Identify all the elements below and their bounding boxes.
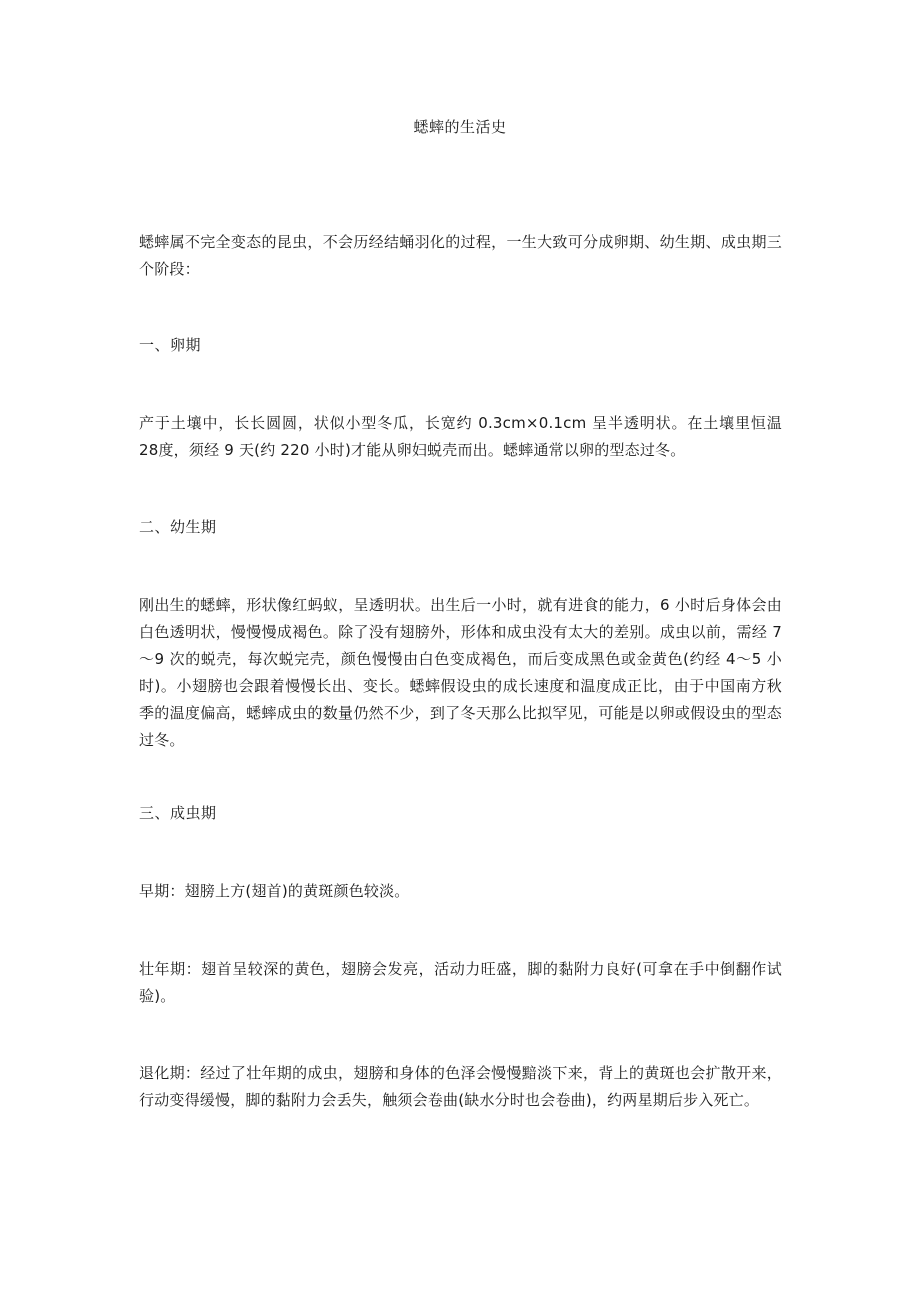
nymph-stage-paragraph: 刚出生的蟋蟀，形状像红蚂蚁，呈透明状。出生后一小时，就有进食的能力，6 小时后身体会由白色透明状，慢慢慢成褐色。除了没有翅膀外，形体和成虫没有太大的差别。成虫以前，需经 7～9 次的蜕壳，每次蜕完壳，颜色慢慢由白色变成褐色，而后变成黑色或金黄色(约经 4～5 小时)。小翅膀也会跟着慢慢长出、变长。蟋蟀假设虫的成长速度和温度成正比，由于中国南方秋季的温度偏高，蟋蟀成虫的数量仍然不少，到了冬天那么比拟罕见，可能是以卵或假设虫的型态过冬。 xyxy=(139,596,782,749)
section-heading-adult-stage: 三、成虫期 xyxy=(139,804,217,822)
section-heading-egg-stage: 一、卵期 xyxy=(139,336,202,354)
adult-decline-paragraph: 退化期：经过了壮年期的成虫，翅膀和身体的色泽会慢慢黯淡下来，背上的黄斑也会扩散开来，行动变得缓慢，脚的黏附力会丢失，触须会卷曲(缺水分时也会卷曲)，约两星期后步入死亡。 xyxy=(139,1064,782,1109)
intro-paragraph: 蟋蟀属不完全变态的昆虫，不会历经结蛹羽化的过程，一生大致可分成卵期、幼生期、成虫期三个阶段： xyxy=(139,233,782,278)
section-heading-nymph-stage: 二、幼生期 xyxy=(139,518,217,536)
adult-prime-paragraph: 壮年期：翅首呈较深的黄色，翅膀会发亮，活动力旺盛，脚的黏附力良好(可拿在手中倒翻作试验)。 xyxy=(139,960,782,1005)
adult-early-paragraph: 早期：翅膀上方(翅首)的黄斑颜色较淡。 xyxy=(139,882,410,900)
page-title: 蟋蟀的生活史 xyxy=(413,118,507,136)
egg-stage-paragraph: 产于土壤中，长长圆圆，状似小型冬瓜，长宽约 0.3cm×0.1cm 呈半透明状。在土壤里恒温 28度，须经 9 天(约 220 小时)才能从卵妇蜕壳而出。蟋蟀通常以卵的型态过冬。 xyxy=(139,414,782,459)
